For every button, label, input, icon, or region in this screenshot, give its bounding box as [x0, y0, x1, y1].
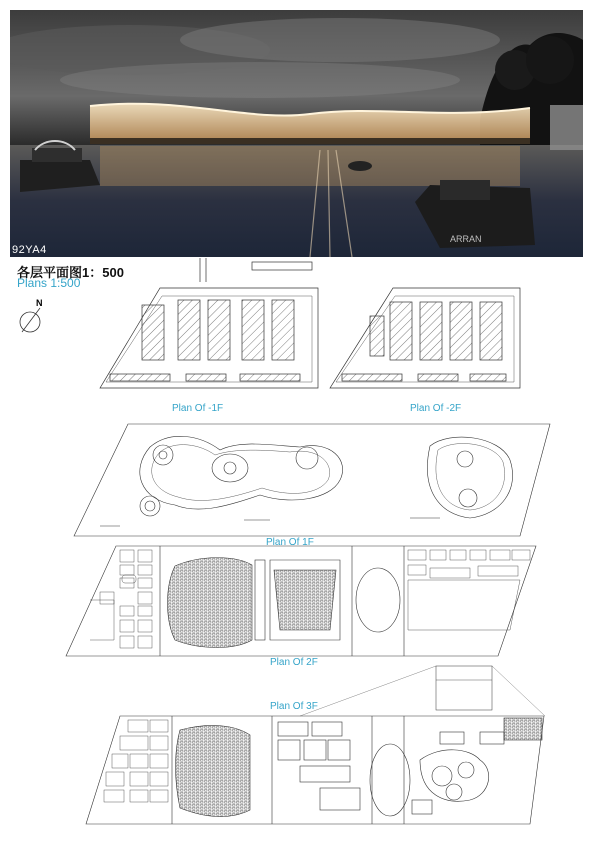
plan-b2-caption: Plan Of -2F [410, 403, 462, 414]
plan-2f-caption: Plan Of 2F [270, 657, 318, 668]
plan-ground-floor [74, 424, 550, 536]
sheet-title-en: Plans 1:500 [17, 276, 81, 290]
sheet-title-cn: 各层平面图1：500 [17, 265, 124, 280]
plan-b1-caption: Plan Of -1F [172, 403, 224, 414]
boat-name: ARRAN [450, 234, 482, 244]
plan-3f-caption: Plan Of 3F [270, 701, 318, 712]
north-arrow-icon [20, 308, 40, 332]
plan-second-floor [66, 546, 536, 656]
plan-basement-2 [330, 288, 520, 388]
sheet-code: 92YA4 [12, 244, 47, 256]
plan-third-floor [86, 666, 545, 824]
plan-basement-1 [100, 258, 318, 388]
north-label: N [36, 298, 43, 308]
plan-1f-caption: Plan Of 1F [266, 537, 314, 548]
